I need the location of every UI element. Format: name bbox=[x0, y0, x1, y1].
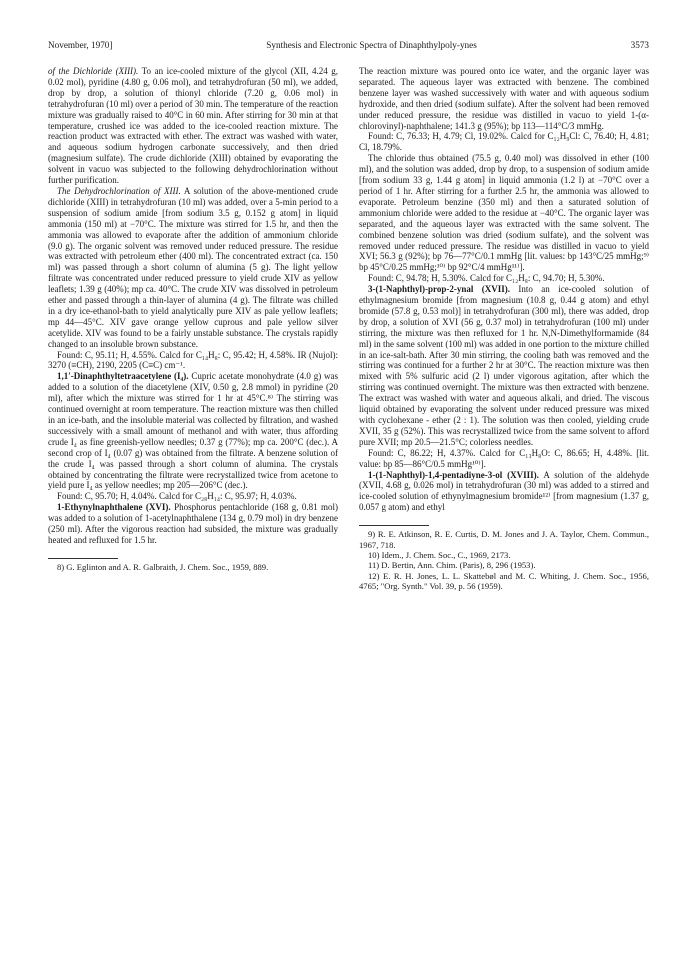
paragraph: The chloride thus obtained (75.5 g, 0.40 mol) was dissolved in ether (100 ml), and the solution was added, drop by drop, to a suspension of sodium amide [from sodium 33 g, 1.44 g atom] in liquid ammonia (1.2 l) at −70°C over a period of 1 hr. After stirring for a further 2.5 hr, the ammonia was allowed to evaporate. Petroleum benzine (350 ml) and then a saturated solution of ammonium chloride were added to the residue at −40°C. The organic layer was separated, and the aqueous layer was extracted with the same solvent. The combined benzene solution was dried (sodium sulfate), and the solvent was removed under reduced pressure. The residue was distilled in vacuo to yield XVI; 56.3 g (92%); bp 76—77°C/0.1 mmHg [lit. values: bp 143°C/25 mmHg;⁹⁾ bp 45°C/0.25 mmHg;¹⁰⁾ bp 92°C/4 mmHg¹¹⁾]. bbox=[359, 153, 649, 273]
paragraph: 1-Ethynylnaphthalene (XVI). Phosphorus pentachloride (168 g, 0.81 mol) was added to a solution of 1-acetylnaphthalene (134 g, 0.79 mol) in dry benzene (250 ml). After the vigorous reaction had subsided, the mixture was gradually heated and refluxed for 1.5 hr. bbox=[48, 502, 338, 545]
footnote: 12) E. R. H. Jones, L. L. Skattebøl and M. C. Whiting, J. Chem. Soc., 1956, 4765; "Org. Synth." Vol. 39, p. 56 (1959). bbox=[359, 570, 649, 592]
paragraph: 3-(1-Naphthyl)-prop-2-ynal (XVII). Into an ice-cooled solution of ethylmagnesium bromide [from magnesium (10.8 g, 0.44 g atom) and ethyl bromide (57.8 g, 0.53 mol)] in tetrahydrofuran (300 ml), there was added, drop by drop, a solution of XVI (56 g, 0.37 mol) in tetrahydrofuran (100 ml) under stirring, the mixture was then refluxed for 1 hr. N,N-Dimethylformamide (84 ml) in the same solvent (100 ml) was added in one portion to the mixture chilled in an ice-salt-bath. After 30 min stirring, the cooling bath was removed and the stirring was continued for a further 2 hr at 30°C. The reaction mixture was then mixed with 5% sulfuric acid (2 l) under vigorous agitation, after which the stirring was continued overnight. The mixture was then extracted with benzene. The extract was washed with water and aqueous alkali, and dried. The viscous liquid obtained by evaporating the solvent under reduced pressure was mixed with cyclohexane - ether (2 : 1). The solution was then cooled, yielding crude XVII, 35 g (52%). This was recrystallized twice from the same solvent to afford pure XVII; mp 20.5—21.5°C; colorless needles. bbox=[359, 284, 649, 447]
analysis-paragraph: Found: C, 94.78; H, 5.30%. Calcd for C₁₂H₈: C, 94.70; H, 5.30%. bbox=[368, 273, 605, 284]
paragraph: of the Dichloride (XIII). To an ice-cooled mixture of the glycol (XII, 4.24 g, 0.02 mol), pyridine (4.80 g, 0.06 mol), and tetrahydrofuran (50 ml), we added, drop by drop, a solution of thionyl chloride (7.20 g, 0.06 mol) in tetrahydrofuran (10 ml) over a period of 30 min. The temperature of the reaction mixture was gradually raised to 40°C in 60 min. After stirring for 30 min at that temperature, crushed ice was added to the ice-cooled reaction mixture. The reaction product was extracted with ether. The extract was washed with water, and aqueous sodium hydrogen carbonate successively, and then dried (magnesium sulfate). The crude dichloride (XIII) obtained by evaporating the solvent in vacuo was subjected to the following dehydrochlorination without further purification. bbox=[48, 66, 338, 186]
run-in-heading: of the Dichloride (XIII). bbox=[48, 66, 139, 76]
run-in-heading: The Dehydrochlorination of XIII. bbox=[57, 185, 181, 196]
section-heading: 1-(1-Naphthyl)-1,4-pentadiyne-3-ol (XVIII). bbox=[368, 469, 539, 480]
left-column bbox=[48, 66, 338, 592]
footnote: 8) G. Eglinton and A. R. Galbraith, J. Chem. Soc., 1959, 889. bbox=[57, 561, 269, 572]
analysis-paragraph: Found: C, 95.70; H, 4.04%. Calcd for C₂₈H₁₄: C, 95.97; H, 4.03%. bbox=[57, 491, 297, 502]
section-heading: 1-Ethynylnaphthalene (XVI). bbox=[57, 502, 171, 513]
paragraph: The Dehydrochlorination of XIII. A solution of the above-mentioned crude dichloride (XIII) in tetrahydrofuran (10 ml) was added, over a 5-min period to a suspension of sodium amide [from sodium 3.5 g, 0.152 g atom] in liquid ammonia (150 ml) at −70°C. The mixture was stirred for 1.5 hr, and then the ammonia was allowed to evaporate after the addition of ammonium chloride (9.0 g). The organic solvent was removed under reduced pressure. The residue was extracted with petroleum ether (400 ml). The concentrated extract (ca. 150 ml) was passed through a short column of alumina (5 g). The light yellow filtrate was concentrated under reduced pressure to yield crude XIV as yellow leaflets; 1.39 g (40%); mp ca. 40°C. The crude XIV was dissolved in petroleum ether and passed through a thin-layer of alumina (4 g). The filtrate was chilled in a dry ice-ethanol-bath to yield analytically pure XIV as pale yellow leaflets; mp 44—45°C. XIV gave orange yellow cuprous and pale yellow silver acetylide. XIV was found to be a fairly unstable substance. The crystals rapidly changed to an insoluble brown substance. bbox=[48, 185, 338, 349]
right-column bbox=[359, 66, 649, 592]
running-head bbox=[48, 40, 649, 54]
analysis-paragraph: Found: C, 76.33; H, 4.79; Cl, 19.02%. Calcd for C₁₂H₉Cl: C, 76.40; H, 4.81; Cl, 18.79%. bbox=[359, 131, 649, 153]
page-number: 3573 bbox=[630, 40, 649, 50]
paragraph: The reaction mixture was poured onto ice water, and the organic layer was separated. The aqueous layer was extracted with benzene. The combined benzene layer was washed successively with water and with aqueous sodium hydroxide, and then dried (sodium sulfate). After the solvent had been removed under reduced pressure, the residue was distilled in vacuo to yield 1-(α-chlorovinyl)-naphthalene; 141.3 g (95%); bp 113—114°C/3 mmHg. bbox=[359, 66, 649, 131]
analysis-paragraph: Found: C, 95.11; H, 4.55%. Calcd for C₁₄H₈: C, 95.42; H, 4.58%. IR (Nujol): 3270 (≡CH), 2190, 2205 (C≡C) cm⁻¹. bbox=[48, 349, 338, 371]
footnote: 10) Idem., J. Chem. Soc., C., 1969, 2173. bbox=[368, 549, 511, 560]
section-heading: 3-(1-Naphthyl)-prop-2-ynal (XVII). bbox=[368, 284, 510, 295]
two-column-body bbox=[48, 66, 649, 592]
paragraph: 1-(1-Naphthyl)-1,4-pentadiyne-3-ol (XVIII). A solution of the aldehyde (XVII, 4.68 g, 0.026 mol) in tetrahydrofuran (30 ml) was added to a stirred and ice-cooled solution of ethynylmagnesium bromide¹²⁾ [from magnesium (1.37 g, 0.057 g atom) and ethyl bbox=[359, 469, 649, 513]
paragraph: 1,1′-Dinaphthyltetraacetylene (I₄). Cupric acetate monohydrate (4.0 g) was added to a solution of the diacetylene (XIV, 0.50 g, 2.8 mmol) in pyridine (20 ml), after which the mixture was stirred for 1 hr at 45°C.⁸⁾ The stirring was continued overnight at room temperature. The reaction mixture was then chilled in an ice-bath, and the insoluble material was collected by filtration, and washed successively with a small amount of methanol and with water, thus affording crude I₄ as fine greenish-yellow needles; 0.37 g (77%); mp ca. 200°C (dec.). A second crop of I₄ (0.07 g) was obtained from the filtrate. A benzene solution of the crude I₄ was passed through a short column of alumina. The crystals obtained by concentrating the filtrate were recrystallized twice from acetone to yield pure I₄ as yellow needles; mp 205—206°C (dec.). bbox=[48, 371, 338, 491]
header-date: November, 1970] bbox=[48, 40, 113, 50]
section-heading: 1,1′-Dinaphthyltetraacetylene (I₄). bbox=[57, 371, 189, 382]
footnote-rule bbox=[48, 558, 118, 559]
header-title: Synthesis and Electronic Spectra of Dinaphthylpoly-ynes bbox=[266, 40, 477, 50]
footnote-rule bbox=[359, 525, 429, 526]
analysis-paragraph: Found: C, 86.22; H, 4.37%. Calcd for C₁₃H₈O: C, 86.65; H, 4.48%. [lit. value: bp 85—86°C/0.5 mmHg¹⁰⁾]. bbox=[359, 447, 649, 469]
footnote: 9) R. E. Atkinson, R. E. Curtis, D. M. Jones and J. A. Taylor, Chem. Commun., 1967, 718. bbox=[359, 529, 649, 550]
footnote: 11) D. Bertin, Ann. Chim. (Paris), 8, 296 (1953). bbox=[368, 560, 536, 571]
